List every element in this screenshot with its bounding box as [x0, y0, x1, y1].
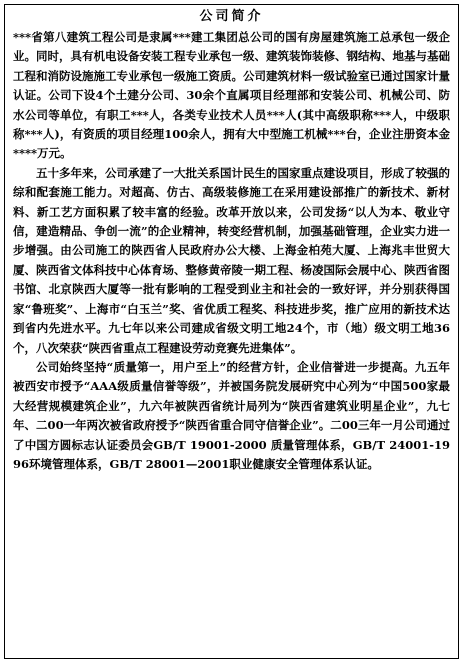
document-title: 公司简介: [199, 9, 264, 24]
paragraph-history: 五十多年来，公司承建了一大批关系国计民生的国家重点建设项目，形成了较强的综和配套施工能力。对超高、仿古、高级装修施工在采用建设部推广的新技术、新材料、新工艺方面积累了较丰富的经验。改革开放以来，公司发扬“以人为本、敬业守信，建造精品、争创一流”的企业精神，转变经营机制，加强基础管理，企业实力进一步增强。由公司施工的陕西省人民政府办公大楼、上海金柏苑大厦、上海兆丰世贸大厦、陕西省文体科技中心体育场、整修黄帝陵一期工程、杨凌国际会展中心、陕西省图书馆、北京陕西大厦等一批有影响的工程受到业主和社会的一致好评，并分别获得国家“鲁班奖”、上海市“白玉兰”奖、省优质工程奖、科技进步奖，推广应用的新技术达到省内先进水平。九七年以来公司建成省级文明工地24个，市（地）级文明工地36个，八次荣获“陕西省重点工程建设劳动竞赛先进集体”。: [13, 165, 450, 355]
paragraph-quality: 公司始终坚持“质量第一，用户至上”的经营方针，企业信誉进一步提高。九五年被西安市授予“AAA级质量信誉等级”，并被国务院发展研究中心列为“中国500家最大经营规模建筑企业”，九六年被陕西省统计局列为“陕西省建筑业明星企业”，九七年、二00一年两次被省政府授予“陕西省重合同守信誉企业”。二00三年一月公司通过了中国方圆标志认证委员会GB/T 19001-2000 质量管理体系，GB/T 24001-1996环境管理体系，GB/T 28001—2001职业健康安全管理体系认证。: [13, 359, 450, 471]
document-frame: [4, 4, 459, 659]
paragraph-overview: ***省第八建筑工程公司是隶属***建工集团总公司的国有房屋建筑施工总承包一级企业。同时，具有机电设备安装工程专业承包一级、建筑装饰装修、钢结构、地基与基础工程和消防设施施工专业承包一级施工资质。公司建筑材料一级试验室已通过国家计量认证。公司下设4个土建分公司、30余个直属项目经理部和安装公司、机械公司、防水公司等单位，有职工***人，各类专业技术人员***人(其中高级职称***人，中级职称***人)，有资质的项目经理100余人，拥有大中型施工机械***台，企业注册资本金****万元。: [13, 30, 451, 161]
